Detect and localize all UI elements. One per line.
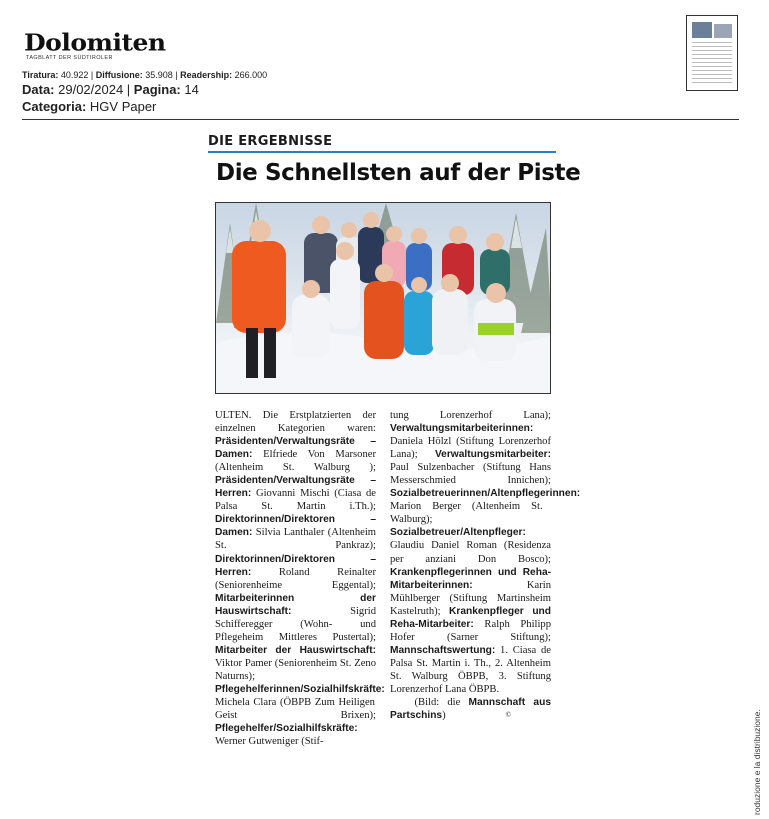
diffusione-label: Diffusione: (95, 70, 143, 80)
caption-open: (Bild: die (414, 697, 469, 709)
article-text: Paul Sulzenbacher (Stiftung Hans Messerschmied Innichen); (390, 462, 551, 487)
article-text: Giovanni Mischi (Ciasa de Palsa St. Martin i.Th.); (215, 488, 376, 513)
thumbnail-text-line (692, 42, 732, 43)
article-text: Ralph Philipp Hofer (Sarner Stiftung); (390, 618, 551, 643)
category-label: Categoria: (22, 99, 87, 114)
caption-close: ) (442, 710, 446, 722)
article-text: tung Lorenzerhof Lana); (390, 410, 551, 421)
article-text: Michela Clara (ÖBPB Zum Heiligen Geist Brixen); (215, 697, 376, 722)
thumbnail-text-line (692, 58, 732, 59)
thumbnail-text-line (692, 62, 732, 63)
category-heading: Direktorinnen/Direktoren – Damen: (215, 514, 376, 539)
category-heading: Verwaltungsmitarbeiterinnen: (390, 423, 534, 435)
side-notice-text: roduzione e la distribuzione. (752, 709, 762, 815)
date-label: Data: (22, 82, 55, 97)
article-text: Marion Berger (Altenheim St. Walburg); (390, 501, 543, 526)
article-text: ULTEN. Die Erstplatzierten der einzelnen Kategorien waren: (215, 410, 376, 435)
thumbnail-text-line (692, 46, 732, 47)
thumbnail-text-line (692, 66, 732, 67)
article-column-1 (215, 409, 385, 748)
thumbnail-text-line (692, 74, 732, 75)
page-thumbnail[interactable] (686, 15, 738, 91)
newspaper-logo: Dolomiten (24, 29, 166, 56)
newspaper-tagline: TAGBLATT DER SÜDTIROLER (26, 55, 113, 61)
group-photo-illustration (216, 203, 551, 394)
date-value: 29/02/2024 | (54, 82, 134, 97)
category-heading: Sozialbetreuerinnen/Altenpflegerinnen: (390, 488, 581, 500)
press-metadata (22, 69, 267, 115)
thumbnail-text-line (692, 78, 732, 79)
article-text: Sigrid Schifferegger (Wohn- und Pflegeheim Mittleres Pustertal); (215, 605, 376, 643)
tiratura-value: 40.922 | (58, 70, 96, 80)
readership-label: Readership: (180, 70, 233, 80)
thumbnail-text-line (692, 82, 732, 83)
date-line (22, 81, 267, 98)
copyright-mark: © (505, 711, 511, 720)
article-text: Karin Mühlberger (Stiftung Martinsheim Kastelruth); (390, 579, 551, 617)
category-heading: Mitarbeiter der Hauswirtschaft: (215, 644, 376, 656)
article-kicker: DIE ERGEBNISSE (208, 134, 556, 153)
category-heading: Mannschaftswertung: (390, 644, 496, 656)
article-text: Glaudiu Daniel Roman (Residenza per anziani Don Bosco); (390, 540, 551, 565)
article-column-2 (390, 409, 581, 722)
article-text: Elfriede Von Marsoner (Altenheim St. Walburg ); (215, 449, 376, 474)
category-heading: Sozialbetreuer/Altenpfleger: (390, 527, 526, 539)
diffusione-value: 35.908 | (142, 70, 181, 80)
caption-bold: Mannschaft aus Partschins (390, 697, 551, 722)
article-text: Werner Gutweniger (Stif- (215, 736, 324, 748)
tiratura-label: Tiratura: (22, 70, 59, 80)
thumbnail-text-line (692, 54, 732, 55)
article-text: Silvia Lanthaler (Altenheim St. Pankraz); (215, 527, 376, 552)
article-text: Daniela Hölzl (Stiftung Lorenzerhof Lana); (390, 436, 551, 461)
thumbnail-text-line (692, 50, 732, 51)
thumbnail-photo-2 (714, 24, 732, 38)
category-heading: Präsidenten/Verwaltungsräte – Damen: (215, 436, 376, 461)
thumbnail-text-line (692, 70, 732, 71)
side-notice (752, 690, 764, 815)
category-line (22, 98, 267, 115)
category-heading: Krankenpfleger und Reha-Mitarbeiter: (390, 605, 552, 630)
readership-value: 266.000 (232, 70, 268, 80)
header-divider (22, 119, 739, 120)
thumbnail-photo (692, 22, 712, 38)
photo-caption (390, 697, 551, 721)
category-heading: Mitarbeiterinnen der Hauswirtschaft: (215, 592, 376, 617)
article-text: Viktor Pamer (Seniorenheim St. Zeno Naturns); (215, 657, 376, 682)
category-heading: Pflegehelferinnen/Sozialhilfskräfte: (215, 683, 385, 695)
category-heading: Präsidenten/Verwaltungsräte – Herren: (215, 475, 376, 500)
article-column-2-body (390, 410, 580, 695)
article-photo (215, 202, 551, 394)
masthead (24, 30, 166, 61)
category-heading: Pflegehelfer/Sozialhilfskräfte: (215, 723, 358, 735)
category-value: HGV Paper (86, 99, 157, 114)
article-text: 1. Ciasa de Palsa St. Martin i. Th., 2. Altenheim St. Walburg ÖBPB, 3. Stiftung Lorenzerhof Lana ÖBPB. (390, 644, 551, 695)
category-heading: Krankenpflegerinnen und Reha-Mitarbeiterinnen: (390, 566, 551, 591)
page-value: 14 (180, 82, 199, 97)
page-label: Pagina: (133, 82, 181, 97)
category-heading: Verwaltungsmitarbeiter: (434, 449, 551, 461)
category-heading: Direktorinnen/Direktoren – Herren: (215, 553, 376, 578)
circulation-line (22, 69, 267, 81)
article-text: Roland Reinalter (Seniorenheime Eggental); (215, 566, 376, 591)
article-headline: Die Schnellsten auf der Piste (216, 160, 581, 186)
